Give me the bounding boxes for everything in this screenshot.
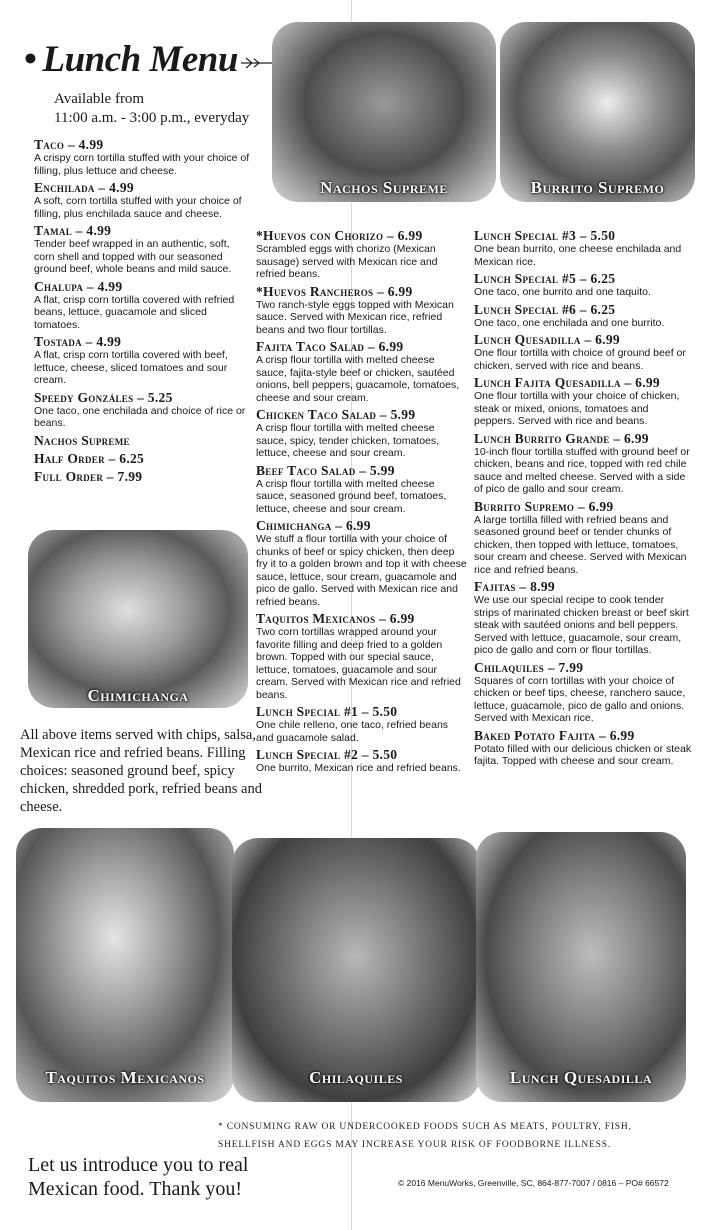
menu-item-description: One flour tortilla with choice of ground beef or chicken, served with rice and beans. [474, 347, 686, 372]
menu-item-name: Lunch Special #2 – 5.50 [256, 747, 398, 762]
menu-item-description: Tender beef wrapped in an authentic, soft, corn shell and topped with our seasoned ground beef, whole beans and mild sauce. [34, 238, 232, 275]
menu-item-name: *Huevos Rancheros – 6.99 [256, 283, 413, 299]
menu-item [34, 390, 252, 430]
menu-item-name: *Huevos con Chorizo – 6.99 [256, 228, 423, 243]
closing-line1: Let us introduce you to real [28, 1154, 249, 1176]
closing-message [28, 1153, 249, 1201]
menu-item-name: Taco – 4.99 [34, 137, 104, 152]
menu-item-description: A crisp flour tortilla with melted cheese sauce, fajita-style beef or chicken, sautéed onions, bell peppers, guacamole, tomatoes, cheese and sour cream. [256, 354, 460, 404]
menu-item-name: Lunch Special #1 – 5.50 [256, 704, 398, 719]
taquitos-photo [16, 828, 234, 1102]
menu-column-2 [256, 228, 468, 778]
menu-item-name: Full Order – 7.99 [34, 468, 143, 484]
menu-item-description: One taco, one burrito and one taquito. [474, 286, 651, 298]
menu-item-description: One taco, one enchilada and choice of rice or beans. [34, 404, 246, 429]
menu-item [34, 180, 252, 220]
menu-item [256, 611, 468, 701]
menu-item [34, 469, 252, 484]
menu-item-description: A flat, crisp corn tortilla covered with refried beans, lettuce, guacamole and sliced tomatoes. [34, 293, 235, 331]
menu-item-description: We stuff a flour tortilla with your choice of chunks of beef or spicy chicken, then deep fry it to a golden brown and top it with cheese sauce, lettuce, sour cream, guacamole and pico de gallo. Served with Mexican rice and refried beans. [256, 533, 467, 608]
menu-item-description: Two corn tortillas wrapped around your favorite filling and deep fried to a golden brown. Topped with our special sauce, lettuce, tomatoes, guacamole and sour cream. Served with Mexican rice and refried beans. [256, 626, 461, 701]
menu-item-name: Lunch Quesadilla – 6.99 [474, 332, 620, 347]
menu-item-name: Burrito Supremo – 6.99 [474, 498, 614, 514]
copyright-notice: © 2016 MenuWorks, Greenville, SC, 864-877-7007 / 0816 – PO# 66572 [398, 1178, 669, 1188]
menu-item-description: One burrito, Mexican rice and refried beans. [256, 762, 461, 774]
menu-item-name: Chalupa – 4.99 [34, 278, 123, 294]
menu-item [34, 137, 252, 177]
menu-item-description: Scrambled eggs with chorizo (Mexican sausage) served with Mexican rice and refried beans. [256, 243, 438, 280]
availability-line1: Available from [54, 91, 145, 107]
menu-item-name: Lunch Special #5 – 6.25 [474, 271, 616, 286]
menu-item [34, 223, 252, 276]
menu-item-name: Enchilada – 4.99 [34, 180, 134, 195]
menu-item [474, 375, 692, 428]
chilaquiles-photo [232, 838, 480, 1102]
menu-item [474, 499, 692, 577]
menu-item-description: 10-inch flour tortilla stuffed with ground beef or chicken, beans and rice, topped with red chile sauce and melted cheese. Served with a side of pico de gallo and sour cream. [474, 445, 690, 495]
menu-item-name: Fajita Taco Salad – 6.99 [256, 339, 404, 354]
menu-item [256, 228, 468, 281]
menu-item [474, 332, 692, 372]
menu-item [474, 228, 692, 268]
menu-item-description: One bean burrito, one cheese enchilada and Mexican rice. [474, 243, 682, 268]
menu-item-name: Beef Taco Salad – 5.99 [256, 462, 395, 478]
menu-item-description: One flour tortilla with your choice of chicken, steak or mixed, onions, tomatoes and peppers. Served with rice and beans. [474, 390, 680, 427]
menu-item-name: Speedy Gonzáles – 5.25 [34, 389, 173, 405]
menu-item-name: Lunch Special #6 – 6.25 [474, 301, 616, 317]
menu-item-name: Chilaquiles – 7.99 [474, 659, 584, 675]
served-with-note: All above items served with chips, salsa, Mexican rice and refried beans. Filling choices: seasoned ground beef, spicy chicken, shredded pork, refried beans and cheese. [20, 727, 262, 815]
menu-item-description: A soft, corn tortilla stuffed with your choice of filling, plus enchilada sauce and cheese. [34, 195, 242, 220]
menu-item-name: Taquitos Mexicanos – 6.99 [256, 611, 415, 626]
menu-item [256, 704, 468, 744]
menu-item-description: A large tortilla filled with refried beans and seasoned ground beef or tender chunks of chicken, then topped with lettuce, tomatoes, sour cream and cheese. Served with Mexican rice and refried beans. [474, 513, 687, 576]
menu-item [34, 433, 252, 448]
chimichanga-photo [28, 530, 248, 708]
menu-item-description: One taco, one enchilada and one burrito. [474, 316, 665, 329]
menu-item [474, 579, 692, 657]
menu-item [256, 407, 468, 460]
menu-item-name: Tamal – 4.99 [34, 223, 112, 238]
nachos-photo [272, 22, 496, 202]
menu-column-3 [474, 228, 692, 771]
closing-line2: Mexican food. Thank you! [28, 1178, 243, 1200]
menu-item-description: A crisp flour tortilla with melted cheese sauce, seasoned ground beef, tomatoes, lettuce, cheese and sour cream. [256, 477, 447, 515]
menu-item [34, 451, 252, 466]
menu-item-name: Lunch Fajita Quesadilla – 6.99 [474, 375, 660, 390]
menu-item-name: Nachos Supreme [34, 432, 130, 448]
menu-item [474, 728, 692, 768]
chilaquiles-caption: Chilaquiles [309, 1068, 403, 1087]
chimichanga-caption: Chimichanga [87, 686, 189, 705]
menu-item [474, 271, 692, 299]
menu-item-description: We use our special recipe to cook tender strips of marinated chicken breast or beef skirt steak with sautéed onions and bell peppers. Served with lettuce, guacamole, sour cream, pico de gallo and corn or flour tortillas. [474, 594, 689, 656]
menu-item-description: A flat, crisp corn tortilla covered with beef, lettuce, cheese, sliced tomatoes and sour cream. [34, 349, 228, 386]
page-title: • Lunch Menu [24, 38, 286, 81]
menu-item-name: Tostada – 4.99 [34, 334, 122, 349]
availability-hours: 11:00 a.m. - 3:00 p.m., everyday [54, 110, 250, 126]
menu-column-1 [34, 137, 252, 487]
quesadilla-caption: Lunch Quesadilla [509, 1068, 653, 1087]
availability [54, 90, 249, 128]
nachos-caption: Nachos Supreme [320, 178, 448, 197]
burrito-photo [500, 22, 695, 202]
burrito-caption: Burrito Supremo [530, 178, 665, 197]
taquitos-caption: Taquitos Mexicanos [45, 1068, 205, 1087]
menu-item-description: A crisp flour tortilla with melted cheese sauce, spicy, tender chicken, tomatoes, lettuce, cheese and sour cream. [256, 422, 440, 459]
menu-item [256, 518, 468, 608]
menu-item-name: Chicken Taco Salad – 5.99 [256, 407, 416, 422]
menu-item-description: Potato filled with our delicious chicken or steak fajita. Topped with cheese and sour cream. [474, 742, 692, 767]
menu-item-name: Fajitas – 8.99 [474, 579, 555, 594]
menu-item-description: One chile relleno, one taco, refried beans and guacamole salad. [256, 719, 449, 744]
menu-item-name: Lunch Burrito Grande – 6.99 [474, 430, 649, 446]
menu-item [34, 279, 252, 332]
foodborne-illness-disclaimer: * CONSUMING RAW OR UNDERCOOKED FOODS SUCH AS MEATS, POULTRY, FISH, SHELLFISH AND EGGS MAY INCREASE YOUR RISK OF FOODBORNE ILLNESS. [218, 1122, 632, 1150]
menu-item [256, 284, 468, 337]
menu-item-description: Two ranch-style eggs topped with Mexican sauce. Served with Mexican rice, refried beans and two flour tortillas. [256, 298, 454, 336]
menu-item [256, 339, 468, 404]
quesadilla-photo [476, 832, 686, 1102]
menu-item-description: A crispy corn tortilla stuffed with your choice of filling, plus lettuce and cheese. [34, 152, 250, 177]
menu-item [34, 334, 252, 387]
menu-item [256, 463, 468, 516]
menu-item [474, 660, 692, 725]
menu-item [256, 747, 468, 775]
menu-item-name: Half Order – 6.25 [34, 450, 145, 466]
menu-item [474, 302, 692, 330]
menu-item-name: Lunch Special #3 – 5.50 [474, 228, 616, 243]
menu-item-name: Baked Potato Fajita – 6.99 [474, 727, 635, 743]
menu-item-name: Chimichanga – 6.99 [256, 518, 371, 533]
menu-item [474, 431, 692, 496]
menu-item-description: Squares of corn tortillas with your choice of chicken or beef tips, cheese, ranchero sauce, lettuce, guacamole, pico de gallo and onions. Served with Mexican rice. [474, 674, 686, 724]
